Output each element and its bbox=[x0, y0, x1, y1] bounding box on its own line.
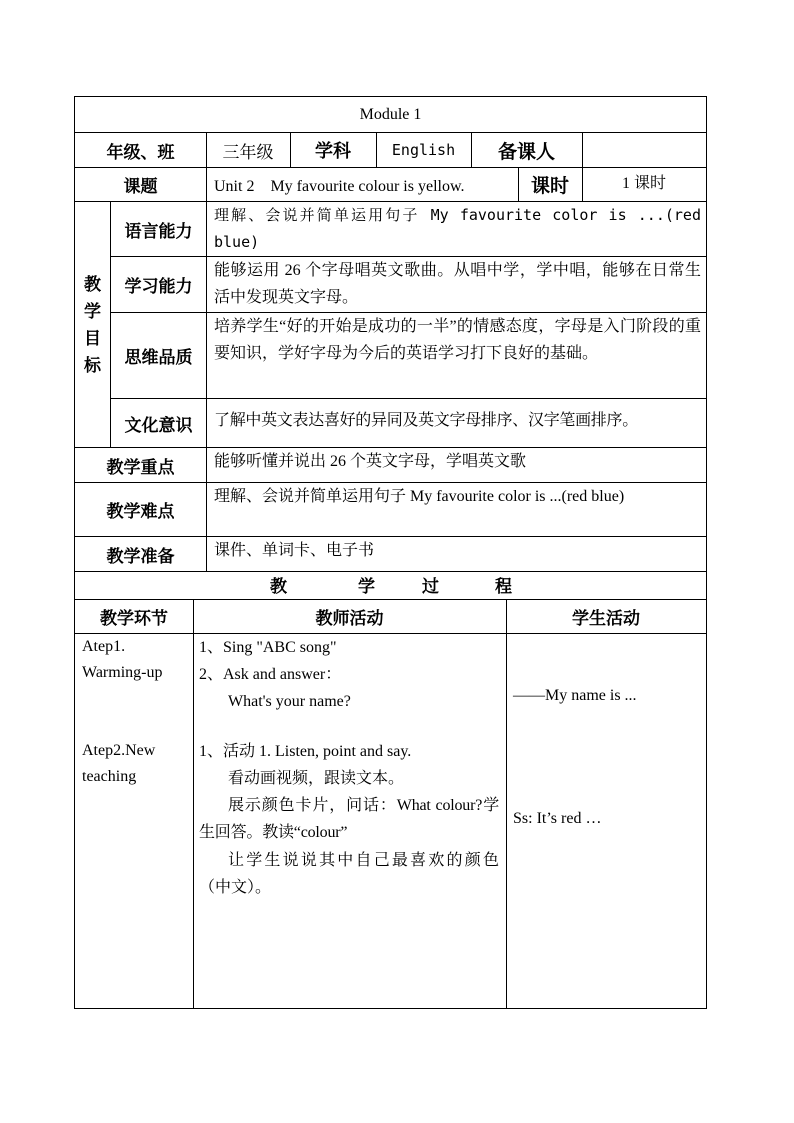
objective-text: 培养学生“好的开始是成功的一半”的情感态度，字母是入门阶段的重要知识，学好字母为今后的英语学习打下良好的基础。 bbox=[214, 318, 701, 362]
preparer-label: 备课人 bbox=[497, 141, 555, 163]
teacher-activity: 看动画视频，跟读文本。 bbox=[228, 770, 405, 787]
teacher-activity: 1、Sing "ABC song" bbox=[199, 639, 337, 656]
stage-warming-up: Atep1. Warming-up bbox=[82, 638, 163, 681]
process-header-row bbox=[75, 600, 706, 633]
objective-culture bbox=[75, 399, 706, 447]
key-points-text: 能够听懂并说出 26 个英文字母，学唱英文歌 bbox=[214, 453, 527, 470]
process-title-char: 教 bbox=[270, 577, 287, 596]
objective-language bbox=[75, 202, 706, 256]
difficulties-label: 教学难点 bbox=[106, 502, 175, 521]
preparation-row bbox=[75, 537, 706, 571]
preparation-label: 教学准备 bbox=[106, 546, 175, 566]
objective-label: 语言能力 bbox=[124, 221, 193, 241]
module-title: Module 1 bbox=[359, 106, 422, 123]
teacher-activity: What's your name? bbox=[228, 693, 351, 710]
objective-text: 了解中英文表达喜好的异同及英文字母排序、汉字笔画排序。 bbox=[214, 412, 638, 429]
objective-label: 学习能力 bbox=[124, 277, 193, 296]
process-title-char: 学 bbox=[358, 577, 375, 596]
topic-row bbox=[75, 168, 706, 201]
process-title-char: 过 bbox=[422, 577, 439, 596]
subject-value: English bbox=[391, 141, 456, 159]
difficulties-text: 理解、会说并简单运用句子 My favourite color is ...(red blue) bbox=[214, 488, 625, 505]
period-label: 课时 bbox=[530, 176, 569, 197]
objective-learning bbox=[75, 257, 706, 312]
key-points-row bbox=[75, 448, 706, 482]
process-body bbox=[75, 634, 706, 1008]
teacher-activity: 让学生说说其中自己最喜欢的颜色（中文）。 bbox=[199, 852, 499, 896]
stage-header: 教学环节 bbox=[100, 609, 168, 628]
period-value: 1 课时 bbox=[621, 175, 666, 192]
stage-new-teaching: Atep2.New teaching bbox=[82, 742, 156, 785]
teacher-activity: 1、活动 1. Listen, point and say. bbox=[199, 743, 412, 760]
preparer-value bbox=[582, 133, 706, 167]
grade-label: 年级、班 bbox=[106, 142, 175, 162]
objective-thinking bbox=[75, 313, 706, 398]
student-activity: ——My name is ... bbox=[513, 687, 637, 704]
objectives-label: 教学目标 bbox=[84, 274, 101, 375]
teacher-header: 教师活动 bbox=[315, 609, 384, 628]
module-title-row bbox=[75, 97, 706, 132]
objective-label: 文化意识 bbox=[124, 415, 193, 435]
topic-label: 课题 bbox=[123, 177, 158, 196]
objective-label: 思维品质 bbox=[124, 348, 193, 367]
objective-text: 理解、会说并简单运用句子 My favourite color is ...(red blue) bbox=[214, 206, 701, 251]
process-title-char: 程 bbox=[495, 577, 512, 596]
student-activity: Ss: It’s red … bbox=[513, 810, 602, 827]
objective-text: 能够运用 26 个字母唱英文歌曲。从唱中学，学中唱，能够在日常生活中发现英文字母。 bbox=[214, 262, 701, 306]
student-header: 学生活动 bbox=[572, 609, 640, 628]
difficulties-row bbox=[75, 483, 706, 536]
teacher-activity: 展示颜色卡片，问话：What colour?学生回答。教读“colour” bbox=[199, 797, 499, 841]
subject-label: 学科 bbox=[315, 141, 351, 161]
grade-value: 三年级 bbox=[222, 142, 274, 162]
process-title bbox=[75, 572, 706, 599]
teacher-activity: 2、Ask and answer： bbox=[199, 666, 342, 683]
info-row bbox=[75, 133, 706, 167]
topic-value: Unit 2 My favourite colour is yellow. bbox=[214, 178, 465, 195]
preparation-text: 课件、单词卡、电子书 bbox=[214, 542, 375, 559]
key-points-label: 教学重点 bbox=[106, 457, 175, 477]
